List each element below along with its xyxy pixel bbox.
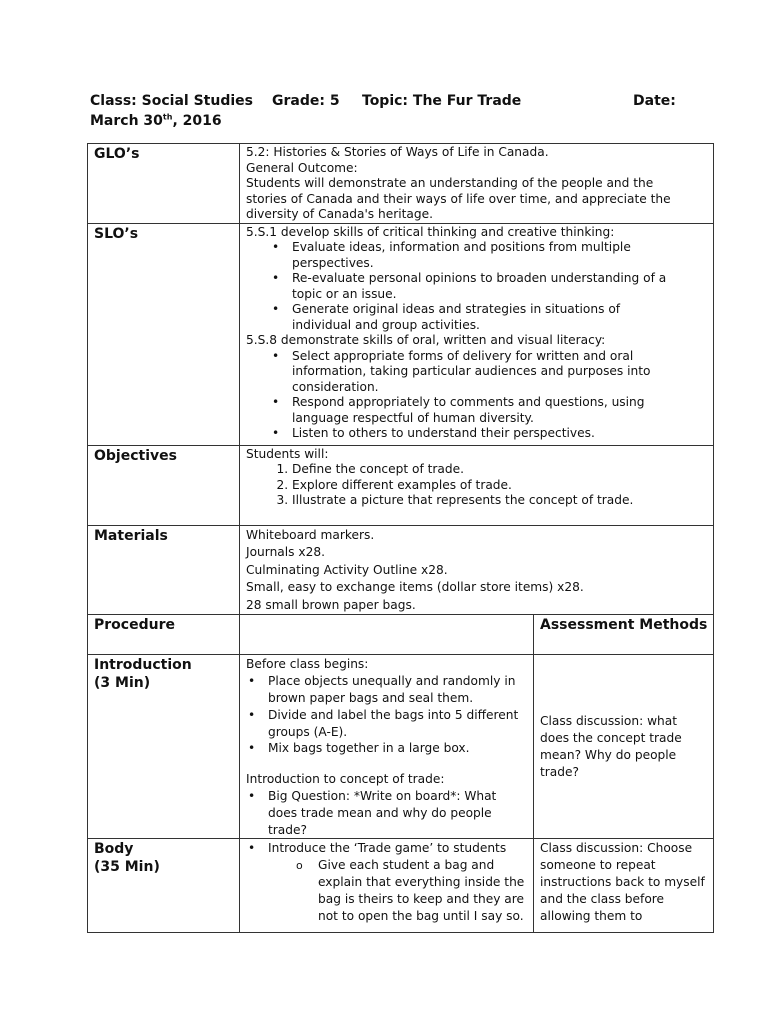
- list-item: • Mix bags together in a large box.: [268, 740, 528, 757]
- list-item: • Listen to others to understand their perspectives.: [292, 426, 672, 442]
- date-value: March 30th, 2016: [90, 112, 222, 129]
- introduction-row: [88, 655, 714, 839]
- list-item: 2. Explore different examples of trade.: [292, 478, 708, 494]
- lesson-plan-table: [87, 143, 714, 933]
- objectives-label: Objectives: [88, 445, 240, 525]
- list-item: • Big Question: *Write on board*: What does trade mean and why do people trade?: [268, 788, 528, 838]
- list-item: • Divide and label the bags into 5 different groups (A-E).: [268, 707, 528, 741]
- header-row: [90, 91, 690, 111]
- slo-label: SLO’s: [88, 223, 240, 445]
- body-sublist: [268, 857, 528, 925]
- lesson-header: [90, 91, 690, 131]
- materials-label: Materials: [88, 525, 240, 615]
- objectives-row: [88, 445, 714, 525]
- date-label: Date:: [633, 93, 676, 109]
- introduction-content: Before class begins: • Place objects unequally and randomly in brown paper bags and seal them. • Divide and label the bags into 5 different groups (A-E). • Mix bags together in a large box. Introduction to concept of trade: • Big Question: *Write on board*: What does trade mean and why do people trade?: [240, 655, 534, 839]
- objectives-list: [246, 462, 708, 509]
- slo-list-2: [246, 349, 672, 442]
- introduction-before-list: [246, 673, 528, 757]
- procedure-row: [88, 615, 714, 655]
- list-item: • Evaluate ideas, information and positions from multiple perspectives.: [292, 240, 682, 271]
- assessment-methods-label: Assessment Methods: [534, 615, 714, 655]
- list-item: 3. Illustrate a picture that represents the concept of trade.: [292, 493, 708, 509]
- material-item: Journals x28.: [246, 545, 325, 560]
- slo-row: [88, 223, 714, 445]
- list-item: • Select appropriate forms of delivery for written and oral information, taking particular audiences and purposes into consideration.: [292, 349, 672, 396]
- procedure-empty-cell: [240, 615, 534, 655]
- class-label: Class: Social Studies: [90, 93, 253, 109]
- materials-row: [88, 525, 714, 615]
- body-list: [246, 840, 528, 925]
- material-item: Small, easy to exchange items (dollar store items) x28.: [246, 580, 584, 595]
- body-content: [240, 839, 534, 933]
- glo-row: [88, 144, 714, 224]
- introduction-label: Introduction (3 Min): [88, 655, 240, 839]
- introduction-concept-list: [246, 788, 528, 838]
- topic-label: Topic: The Fur Trade: [362, 93, 522, 109]
- list-item: • Generate original ideas and strategies in situations of individual and group activities.: [292, 302, 682, 333]
- list-item: 1. Define the concept of trade.: [292, 462, 708, 478]
- body-label: Body (35 Min): [88, 839, 240, 933]
- list-item: • Respond appropriately to comments and questions, using language respectful of human diversity.: [292, 395, 672, 426]
- body-row: [88, 839, 714, 933]
- glo-label: GLO’s: [88, 144, 240, 224]
- material-item: Whiteboard markers.: [246, 527, 375, 542]
- list-item: • Re-evaluate personal opinions to broaden understanding of a topic or an issue.: [292, 271, 682, 302]
- materials-content: [240, 525, 714, 615]
- introduction-assessment: Class discussion: what does the concept trade mean? Why do people trade?: [534, 655, 714, 839]
- list-item: • Introduce the ‘Trade game’ to students o Give each student a bag and explain that everything inside the bag is theirs to keep and they are not to open the bag until I say so.: [268, 840, 528, 925]
- body-assessment: Class discussion: Choose someone to repeat instructions back to myself and the class before allowing them to: [534, 839, 714, 933]
- glo-content: 5.2: Histories & Stories of Ways of Life in Canada. General Outcome: Students will demonstrate an understanding of the people and the stories of Canada and their ways of life over time, and appreciate the diversity of Canada's heritage.: [240, 144, 714, 224]
- slo-content: 5.S.1 develop skills of critical thinking and creative thinking: • Evaluate ideas, information and positions from multiple perspectives. • Re-evaluate personal opinions to broaden understanding of a topic or an issue. • Generate original ideas and strategies in situations of individual and group activities. 5.S.8 demonstrate skills of oral, written and visual literacy: • Select appropriate forms of delivery for written and oral information, taking particular audiences and purposes into consideration. • Respond appropriately to comments and questions, using language respectful of human diversity. • Listen to others to understand their perspectives.: [240, 223, 714, 445]
- material-item: Culminating Activity Outline x28.: [246, 562, 448, 577]
- list-item: • Place objects unequally and randomly in brown paper bags and seal them.: [268, 673, 528, 707]
- list-item: o Give each student a bag and explain that everything inside the bag is theirs to keep and they are not to open the bag until I say so.: [318, 857, 528, 925]
- slo-list-1: [246, 240, 682, 333]
- procedure-label: Procedure: [88, 615, 240, 655]
- objectives-content: Students will: 1. Define the concept of trade. 2. Explore different examples of trade. 3. Illustrate a picture that represents the concept of trade.: [240, 445, 714, 525]
- material-item: 28 small brown paper bags.: [246, 597, 416, 612]
- grade-label: Grade: 5: [272, 93, 340, 109]
